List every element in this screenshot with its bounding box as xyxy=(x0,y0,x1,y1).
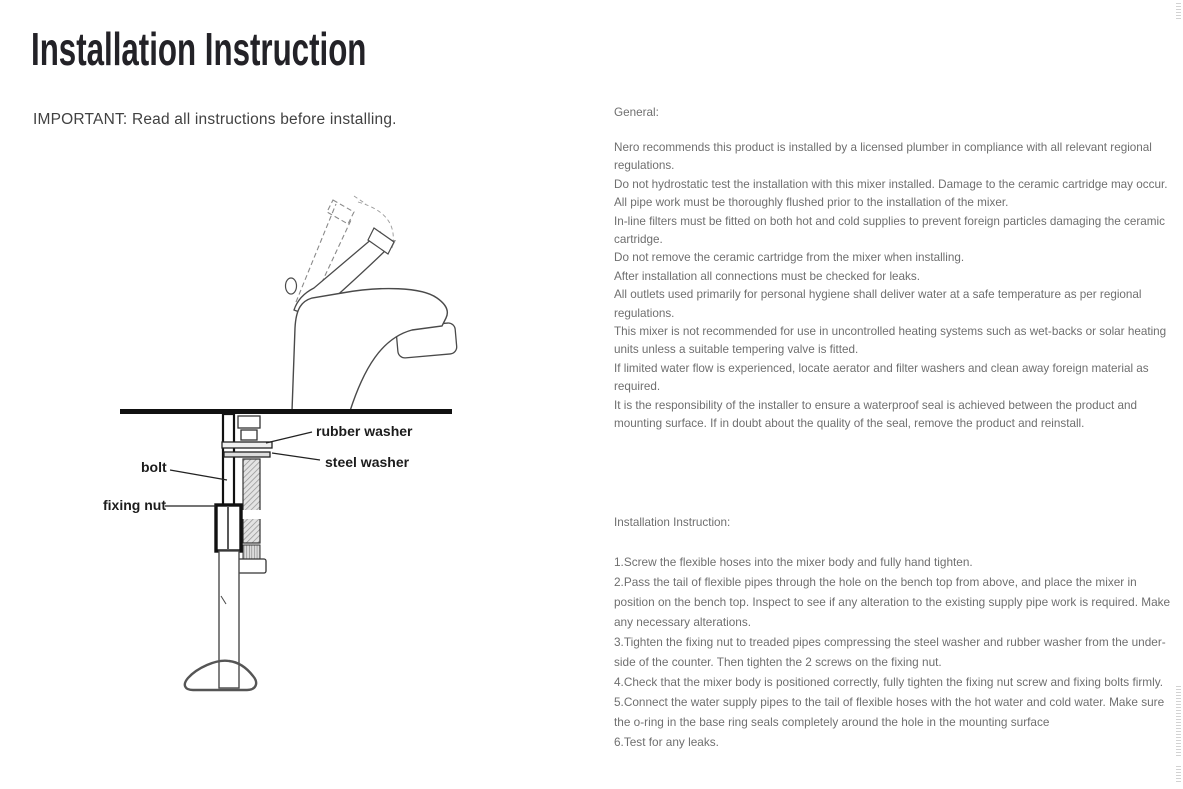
installation-diagram xyxy=(80,160,480,720)
instructions-column xyxy=(614,104,1172,752)
lever-pivot xyxy=(286,278,297,294)
installation-step: 5.Connect the water supply pipes to the tail of flexible hoses with the hot water and cold water. Make sure the o-ring in the base ring seals completely around the hole in the mounting surface xyxy=(614,694,1165,729)
general-paragraph: All outlets used primarily for personal hygiene shall deliver water at a safe temperature as per regional regulations. xyxy=(614,288,1142,320)
general-paragraph: If limited water flow is experienced, locate aerator and filter washers and clean away foreign material as required. xyxy=(614,361,1149,394)
edge-micro-text-middle xyxy=(1176,686,1181,758)
hose-thread-tail xyxy=(243,545,260,559)
installation-step: 6.Test for any leaks. xyxy=(614,734,719,749)
installation-step: 4.Check that the mixer body is positioned correctly, fully tighten the fixing nut screw and fixing bolts firmly. xyxy=(614,674,1164,689)
general-paragraph: Nero recommends this product is installed by a licensed plumber in compliance with all relevant regional regulations. xyxy=(614,141,1152,173)
general-paragraph: Do not remove the ceramic cartridge from the mixer when installing. xyxy=(614,251,965,265)
steel-washer-shape xyxy=(224,452,270,457)
general-paragraph: All pipe work must be thoroughly flushed prior to the installation of the mixer. xyxy=(614,196,1009,210)
hose-end-nut xyxy=(236,559,266,573)
label-steel-washer: steel washer xyxy=(325,454,410,470)
general-paragraph: This mixer is not recommended for use in uncontrolled heating systems such as wet-backs or solar heating units unless a suitable tempering valve is fitted. xyxy=(614,325,1167,357)
general-paragraph: After installation all connections must be checked for leaks. xyxy=(614,269,920,283)
general-paragraph: It is the responsibility of the installer to ensure a waterproof seal is achieved between the product and mounting surface. If in doubt about the quality of the seal, remove the product and reinstall. xyxy=(614,398,1137,431)
tail-tube xyxy=(219,551,239,688)
installation-step: 2.Pass the tail of flexible pipes through the hole on the bench top from above, and place the mixer in position on the bench top. Inspect to see if any alteration to the existing supply pipe work is required. Make any necessary alterations. xyxy=(614,574,1171,629)
flexible-hose xyxy=(243,459,260,543)
edge-micro-text-top xyxy=(1176,3,1181,19)
page-title: Installation Instruction xyxy=(31,23,367,75)
edge-micro-text-bottom xyxy=(1176,766,1181,782)
bench-top-line xyxy=(120,409,452,414)
hose-gap xyxy=(241,510,262,519)
installation-heading: Installation Instruction: xyxy=(614,515,731,529)
installation-step: 3.Tighten the fixing nut to treaded pipes compressing the steel washer and rubber washer from the under-side of the counter. Then tighten the 2 screws on the fixing nut. xyxy=(614,634,1166,669)
important-note: IMPORTANT: Read all instructions before installing. xyxy=(33,111,397,128)
general-heading: General: xyxy=(614,106,659,119)
label-fixing-nut: fixing nut xyxy=(103,497,166,513)
label-rubber-washer: rubber washer xyxy=(316,423,413,439)
hose-fitting-stack xyxy=(238,416,260,440)
general-paragraph: In-line filters must be fitted on both hot and cold supplies to prevent foreign particles damaging the ceramic cartridge. xyxy=(614,214,1165,247)
rubber-washer-shape xyxy=(222,442,272,448)
installation-step: 1.Screw the flexible hoses into the mixer body and fully hand tighten. xyxy=(614,554,973,569)
installation-steps xyxy=(614,552,1172,752)
label-bolt: bolt xyxy=(141,459,167,475)
general-paragraph: Do not hydrostatic test the installation with this mixer installed. Damage to the ceramic cartridge may occur. xyxy=(614,177,1168,191)
general-paragraphs xyxy=(614,139,1172,434)
